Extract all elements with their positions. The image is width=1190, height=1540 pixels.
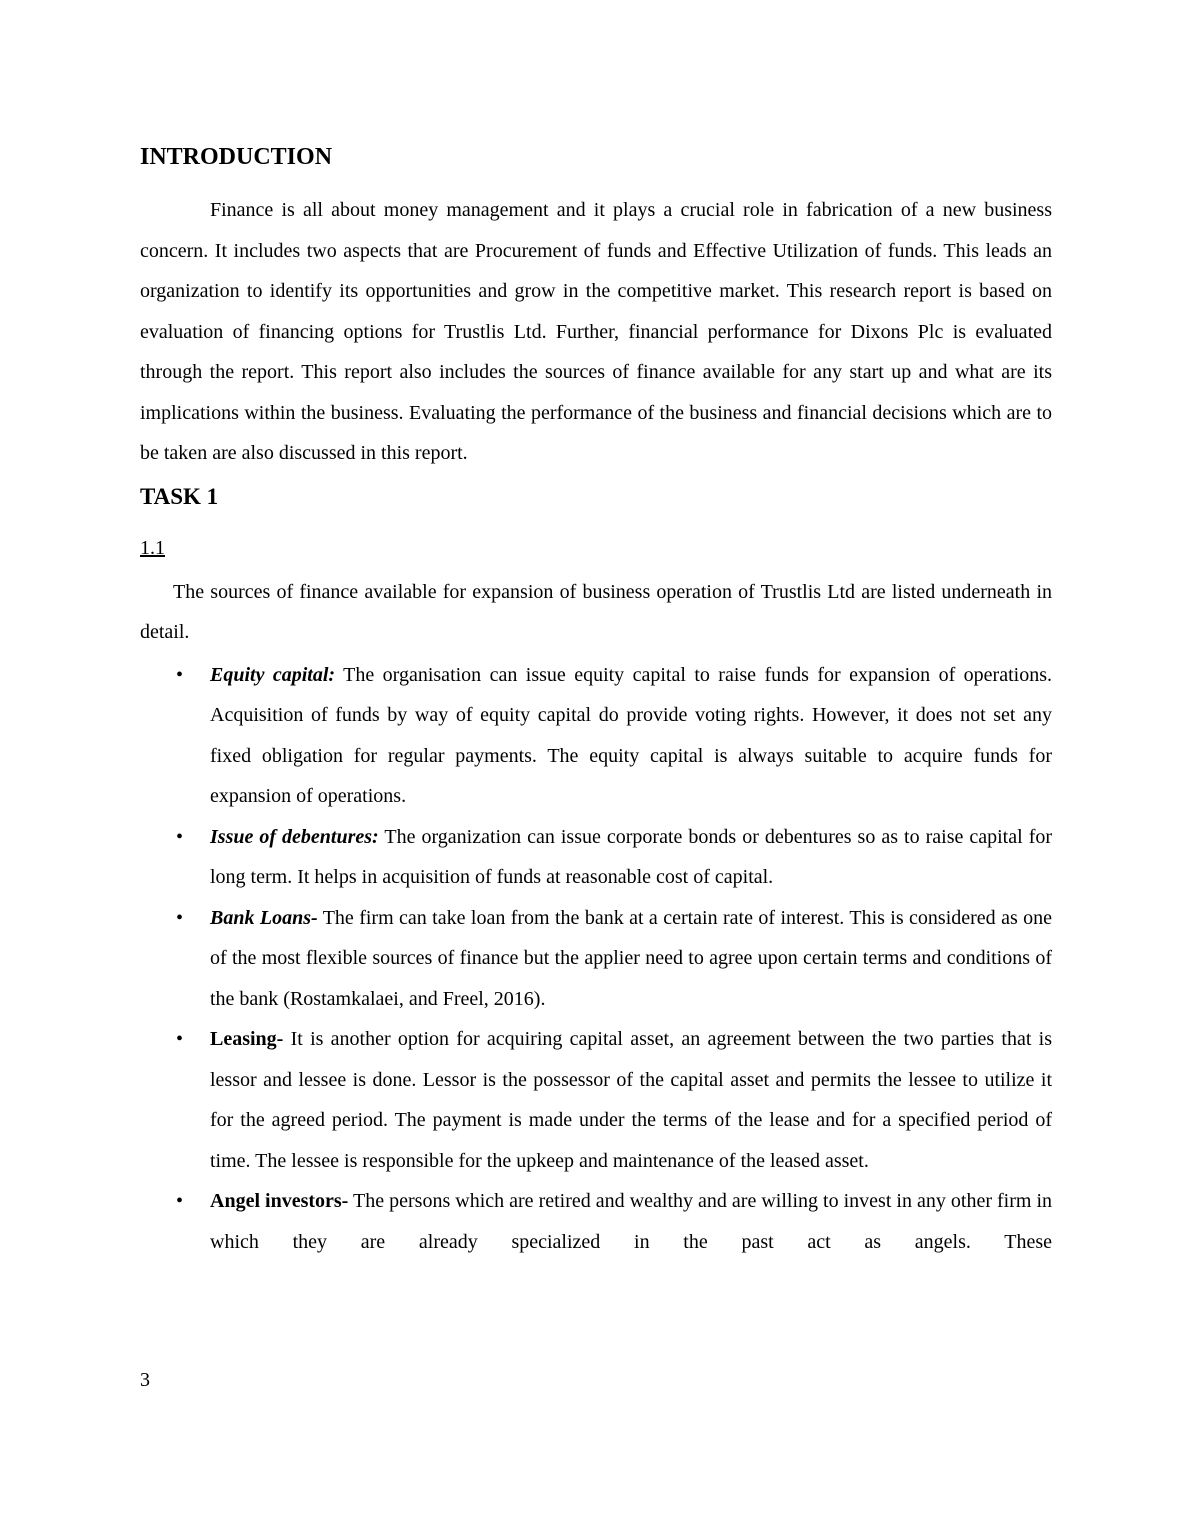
list-item-text: The organization can issue corporate bonds or debentures so as to raise capital for long term. It helps in acquisition of funds at reasonable cost of capital.	[210, 825, 1053, 888]
finance-sources-list	[140, 655, 1052, 1263]
introduction-paragraph: Finance is all about money management and it plays a crucial role in fabrication of a new business concern. It includes two aspects that are Procurement of funds and Effective Utilization of funds. This leads an organization to identify its opportunities and grow in the competitive market. This research report is based on evaluation of financing options for Trustlis Ltd. Further, financial performance for Dixons Plc is evaluated through the report. This report also includes the sources of finance available for any start up and what are its implications within the business. Evaluating the performance of the business and financial decisions which are to be taken are also discussed in this report.	[140, 199, 1052, 464]
list-item-leasing	[140, 1019, 1052, 1181]
sources-intro-paragraph: The sources of finance available for expansion of business operation of Trustlis Ltd are listed underneath in detail.	[140, 580, 1052, 643]
page-number: 3	[140, 1369, 150, 1391]
section-1-1-subheading: 1.1	[140, 536, 165, 559]
list-item-lead: Bank Loans-	[210, 906, 318, 929]
list-item-lead: Leasing-	[210, 1028, 284, 1050]
task1-heading: TASK 1	[140, 483, 219, 509]
list-item-text: The firm can take loan from the bank at a certain rate of interest. This is considered as one of the most flexible sources of finance but the applier need to agree upon certain terms and conditions of the bank (Rostamkalaei, and Freel, 2016).	[210, 906, 1053, 1010]
list-item-issue-of-debentures	[140, 817, 1052, 898]
list-item-text: The persons which are retired and wealthy and are willing to invest in any other firm in which they are already specialized in the past act as angels. These	[210, 1190, 1053, 1253]
list-item-equity-capital	[140, 655, 1052, 817]
list-item-text: It is another option for acquiring capital asset, an agreement between the two parties that is lessor and lessee is done. Lessor is the possessor of the capital asset and permits the lessee to utilize it for the agreed period. The payment is made under the terms of the lease and for a specified period of time. The lessee is responsible for the upkeep and maintenance of the leased asset.	[210, 1028, 1053, 1172]
page-content	[140, 142, 1052, 1262]
list-item-lead: Issue of debentures:	[210, 825, 379, 848]
list-item-bank-loans	[140, 898, 1052, 1020]
introduction-heading: INTRODUCTION	[140, 144, 333, 170]
list-item-lead: Equity capital:	[210, 663, 336, 686]
list-item-text: The organisation can issue equity capital to raise funds for expansion of operations. Acquisition of funds by way of equity capital do provide voting rights. However, it does not set any fixed obligation for regular payments. The equity capital is always suitable to acquire funds for expansion of operations.	[210, 663, 1052, 807]
list-item-angel-investors	[140, 1181, 1052, 1262]
list-item-lead: Angel investors-	[210, 1190, 349, 1212]
